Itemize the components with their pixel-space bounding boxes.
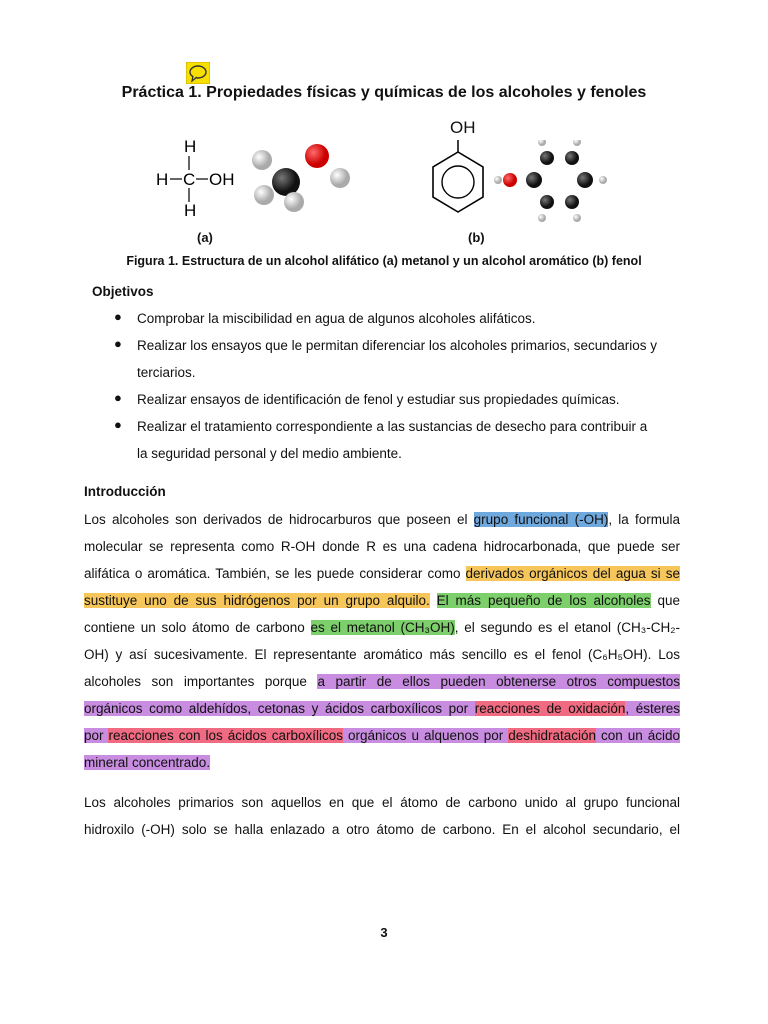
text-run: alcoholes son importantes porque [84, 674, 318, 689]
intro-paragraph-2 [84, 789, 680, 843]
objective-item-continued: terciarios. [137, 365, 196, 380]
highlight-purple: por [84, 728, 109, 743]
page-title: Práctica 1. Propiedades físicas y químicas de los alcoholes y fenoles [121, 84, 647, 101]
text-line: Los alcoholes primarios son aquellos en que el átomo de carbono unido al grupo funcional [84, 795, 680, 810]
bullet-icon: ● [114, 336, 122, 351]
figure-label-a: (a) [197, 230, 213, 245]
highlight-purple: orgánicos u alquenos por [342, 728, 509, 743]
highlight-red: reacciones con los ácidos carboxílicos [108, 728, 343, 743]
figure-label-b: (b) [468, 230, 485, 245]
phenol-oh-label: OH [450, 118, 476, 137]
bullet-icon: ● [114, 309, 122, 324]
text-line: hidroxilo (-OH) solo se halla enlazado a otro átomo de carbono. En el alcohol secundario, el [84, 822, 680, 837]
text-run: contiene un solo átomo de carbono [84, 620, 311, 635]
figure-1 [150, 110, 620, 250]
svg-text:H: H [184, 137, 197, 156]
svg-text:H: H [184, 201, 197, 220]
intro-paragraph-1 [84, 506, 680, 776]
highlight-purple: mineral concentrado. [84, 755, 211, 770]
svg-text:H: H [156, 170, 169, 189]
text-line: molecular se representa como R-OH donde R es una cadena hidrocarbonada, que puede ser [84, 539, 680, 554]
highlight-yellow: sustituye uno de sus hidrógenos por un grupo alquilo. [84, 593, 430, 608]
objective-item: Realizar los ensayos que le permitan diferenciar los alcoholes primarios, secundarios y [137, 338, 658, 353]
text-line: OH) y así sucesivamente. El representante aromático más sencillo es el fenol (C₆H₅OH). Los [84, 647, 680, 662]
phenol-ball-model [490, 140, 620, 222]
highlight-red: reacciones de oxidación [474, 701, 626, 716]
text-run: , el segundo es el etanol (CH₃-CH₂- [454, 620, 680, 635]
text-run: que [650, 593, 680, 608]
methanol-ball-model [250, 140, 360, 220]
highlight-blue: grupo funcional (-OH) [473, 512, 609, 527]
intro-heading: Introducción [84, 484, 166, 499]
phenol-structure [428, 138, 488, 214]
highlight-purple: , ésteres [625, 701, 680, 716]
highlight-green: El más pequeño de los alcoholes [436, 593, 651, 608]
objective-item: Comprobar la miscibilidad en agua de algunos alcoholes alifáticos. [137, 311, 536, 326]
highlight-purple: orgánicos como aldehídos, cetonas y ácidos carboxílicos por [84, 701, 475, 716]
figure-caption: Figura 1. Estructura de un alcohol alifático (a) metanol y un alcohol aromático (b) fenol [126, 254, 642, 268]
highlight-purple: con un ácido [596, 728, 680, 743]
svg-text:C: C [183, 170, 196, 189]
comment-icon[interactable] [186, 62, 210, 84]
highlight-yellow: derivados orgánicos del agua si se [465, 566, 680, 581]
page-number: 3 [380, 925, 388, 940]
highlight-green: es el metanol (CH₃OH) [310, 620, 455, 635]
objective-item: Realizar el tratamiento correspondiente a las sustancias de desecho para contribuir a [137, 419, 648, 434]
text-run: , la formula [608, 512, 681, 527]
methanol-structure [150, 130, 250, 225]
objective-item: Realizar ensayos de identificación de fenol y estudiar sus propiedades químicas. [137, 392, 620, 407]
svg-text:OH: OH [209, 170, 235, 189]
highlight-purple: a partir de ellos pueden obtenerse otros compuestos [317, 674, 680, 689]
text-run [430, 593, 437, 608]
highlight-red: deshidratación [508, 728, 597, 743]
bullet-icon: ● [114, 417, 122, 432]
objective-item-continued: la seguridad personal y del medio ambiente. [137, 446, 402, 461]
bullet-icon: ● [114, 390, 122, 405]
text-run: Los alcoholes son derivados de hidrocarburos que poseen el [84, 512, 474, 527]
text-run: alifática o aromática. También, se les puede considerar como [84, 566, 466, 581]
objectives-heading: Objetivos [92, 284, 154, 299]
